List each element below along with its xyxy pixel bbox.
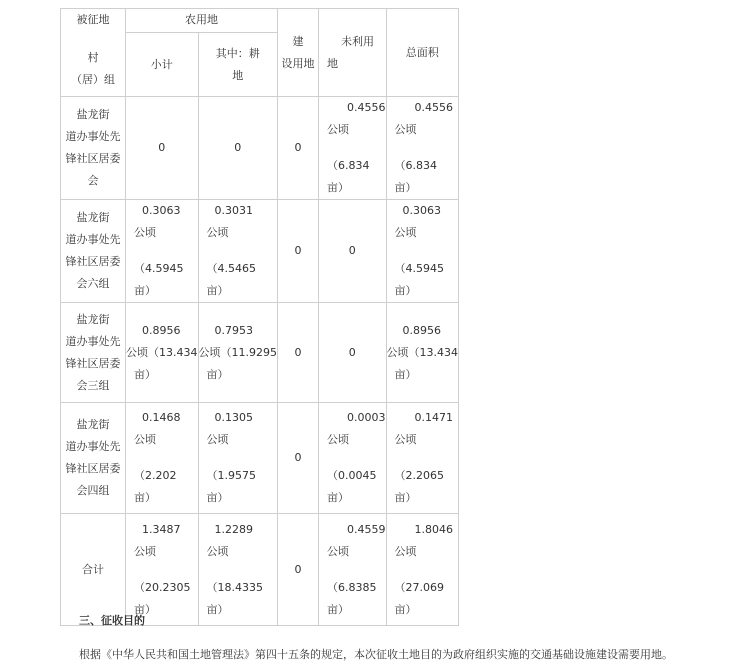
value-line: 亩） [394, 491, 417, 504]
value-line: 公顷 [134, 433, 156, 446]
value-line: 0.4556 [347, 101, 386, 114]
village-name-line: 会四组 [76, 484, 110, 497]
cultivated-cell: 0 [198, 97, 278, 200]
value-line: （27.069 [394, 580, 444, 594]
cultivated-cell [198, 514, 278, 626]
cultivated-cell [198, 303, 278, 403]
subtotal-cell [126, 303, 199, 403]
value-line: 公顷（13.434 [386, 345, 458, 359]
total-label-cell [61, 514, 126, 626]
table-row [61, 200, 459, 303]
unused-cell [319, 97, 387, 200]
value-line: （6.8385 [327, 580, 377, 594]
village-name-line: 锋社区居委 [65, 255, 121, 268]
subtotal-cell [126, 200, 199, 303]
value-line: 公顷 [394, 433, 417, 446]
value-line: （6.834 [394, 159, 437, 172]
header-cultivated-line1: 其中：耕 [215, 46, 260, 60]
purpose-paragraph: 根据《中华人民共和国土地管理法》第四十五条的规定，本次征收土地目的为政府组织实施的交通基础设施建设需要用地。 [79, 648, 673, 661]
village-name-line: 会 [87, 174, 99, 187]
section-heading: 三、征收目的 [79, 614, 145, 627]
value-line: 亩） [206, 491, 229, 504]
construction-cell: 0 [278, 303, 319, 403]
header-village-line2: 村 [87, 51, 99, 64]
total-cell [386, 303, 459, 403]
value-line: 0.8956 [402, 323, 441, 337]
table-row [61, 403, 459, 514]
unused-cell: 0 [319, 200, 387, 303]
value-line: 亩） [206, 367, 229, 381]
value-line: 亩） [134, 367, 156, 381]
value-line: 亩） [134, 602, 156, 616]
table-row [61, 303, 459, 403]
header-total-area: 总面积 [386, 9, 459, 97]
value-line: 亩） [327, 181, 349, 194]
value-line: （4.5465 [206, 262, 256, 275]
subtotal-cell: 0 [126, 97, 199, 200]
village-name-line: 盐龙街 [76, 211, 110, 224]
value-line: 公顷 [206, 226, 229, 239]
value-line: 公顷 [394, 544, 417, 558]
value-line: 公顷 [206, 433, 229, 446]
value-line: 亩） [394, 367, 417, 381]
value-line: 公顷（11.9295 [198, 345, 277, 359]
header-farmland: 农用地 [126, 9, 278, 33]
value-line: 公顷 [327, 433, 349, 446]
village-name-line: 盐龙街 [76, 108, 110, 121]
village-name-line: 会三组 [76, 378, 110, 392]
village-name-line: 道办事处先 [65, 130, 121, 143]
table-row-total [61, 514, 459, 626]
value-line: 公顷 [134, 544, 156, 558]
subtotal-cell [126, 403, 199, 514]
header-row [61, 9, 459, 33]
village-name-line: 盐龙街 [76, 312, 110, 326]
value-line: 亩） [327, 602, 349, 616]
value-line: 0.3063 [402, 204, 441, 217]
village-name-line: 锋社区居委 [65, 356, 121, 370]
value-line: 0.0003 [347, 411, 386, 424]
unused-cell: 0 [319, 303, 387, 403]
value-line: 公顷 [394, 226, 417, 239]
value-line: 1.3487 [142, 522, 181, 536]
village-name-cell [61, 97, 126, 200]
header-unused [319, 9, 387, 97]
village-name-line: 会六组 [76, 277, 110, 290]
header-subtotal: 小计 [126, 33, 199, 97]
village-name-line: 道办事处先 [65, 440, 121, 453]
value-line: 0.1471 [414, 411, 453, 424]
header-cultivated-line2: 地 [232, 68, 244, 82]
value-line: 亩） [134, 491, 156, 504]
value-line: 1.2289 [214, 522, 253, 536]
value-line: 0.1305 [214, 411, 253, 424]
value-line: 公顷 [206, 544, 229, 558]
village-name-line: 道办事处先 [65, 334, 121, 348]
total-cell [386, 200, 459, 303]
value-line: 0.4556 [414, 101, 453, 114]
header-construction-line2: 设用地 [281, 56, 315, 70]
header-construction [278, 9, 319, 97]
total-cell [386, 97, 459, 200]
value-line: （0.0045 [327, 469, 377, 482]
value-line: 亩） [394, 181, 417, 194]
header-unused-line2: 地 [327, 56, 338, 70]
village-name-line: 锋社区居委 [65, 152, 121, 165]
value-line: 亩） [206, 284, 229, 297]
total-cell [386, 403, 459, 514]
village-name-line: 盐龙街 [76, 418, 110, 431]
construction-cell: 0 [278, 200, 319, 303]
value-line: 0.3063 [142, 204, 181, 217]
value-line: （4.5945 [394, 262, 444, 275]
unused-cell [319, 403, 387, 514]
header-village-group [61, 9, 126, 97]
value-line: （4.5945 [134, 262, 184, 275]
header-village-line1: 被征地 [76, 13, 110, 26]
village-name-cell [61, 303, 126, 403]
value-line: 公顷（13.434 [126, 345, 198, 359]
value-line: （1.9575 [206, 469, 256, 482]
subtotal-cell [126, 514, 199, 626]
cultivated-cell [198, 403, 278, 514]
village-name-cell [61, 403, 126, 514]
value-line: 公顷 [327, 123, 349, 136]
table-row [61, 97, 459, 200]
value-line: 亩） [134, 284, 156, 297]
value-line: 亩） [206, 602, 229, 616]
value-line: 亩） [394, 602, 417, 616]
unused-cell [319, 514, 387, 626]
value-line: 亩） [327, 491, 349, 504]
construction-cell: 0 [278, 403, 319, 514]
value-line: 0.3031 [214, 204, 253, 217]
value-line: 0.8956 [142, 323, 181, 337]
value-line: 公顷 [327, 544, 349, 558]
value-line: 公顷 [134, 226, 156, 239]
value-line: 1.8046 [414, 522, 453, 536]
value-line: （2.202 [134, 469, 177, 482]
header-village-line3: （居）组 [71, 73, 115, 86]
total-label: 合计 [82, 562, 104, 576]
total-cell [386, 514, 459, 626]
value-line: （20.2305 [134, 580, 191, 594]
value-line: 公顷 [394, 123, 417, 136]
village-name-cell [61, 200, 126, 303]
header-unused-line1: 未利用 [341, 34, 374, 48]
cultivated-cell [198, 200, 278, 303]
value-line: （18.4335 [206, 580, 263, 594]
value-line: （2.2065 [394, 469, 444, 482]
value-line: 亩） [394, 284, 417, 297]
village-name-line: 道办事处先 [65, 233, 121, 246]
construction-cell: 0 [278, 97, 319, 200]
header-construction-line1: 建 [292, 34, 304, 48]
village-name-line: 锋社区居委 [65, 462, 121, 475]
value-line: （6.834 [327, 159, 370, 172]
header-cultivated [198, 33, 278, 97]
value-line: 0.1468 [142, 411, 181, 424]
construction-cell: 0 [278, 514, 319, 626]
value-line: 0.7953 [214, 323, 253, 337]
land-requisition-table [60, 8, 459, 626]
value-line: 0.4559 [347, 522, 386, 536]
